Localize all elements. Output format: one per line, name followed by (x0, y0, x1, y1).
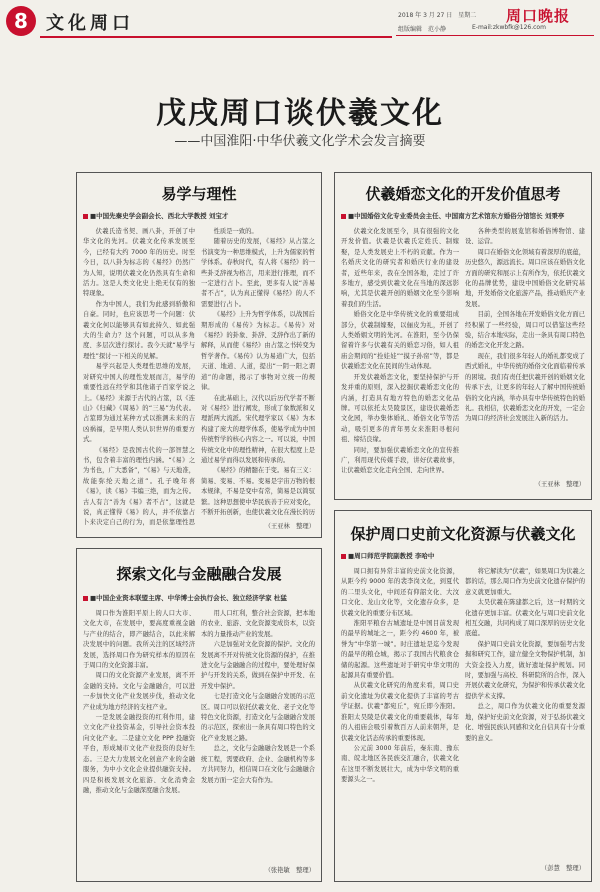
article-column-2: 各种类型的展览馆和婚俗博物馆、建设、运营。 周口在婚俗文化领域有着深厚的底蕴，历史悠久，源远流长。周口应该在婚俗文化方面的研究和展示上有所作为，依托伏羲文化的品牌优势，建设中国婚俗文化研究基地，开发婚俗文化旅游产品，推动婚庆产业发展。 目前，全国各地在开发婚俗文化方面已经积累了一些经验，周口可以借鉴这些经验，结合本地实际，走出一条具有周口特色的婚恋文化开发之路。 现在，我们很多年轻人的婚礼都变成了西式婚礼，中华传统的婚俗文化面临着传承的困境。我们有责任把伏羲开创的婚姻文化传承下去，让更多的年轻人了解中国传统婚俗的文化内涵，举办具有中华传统特色的婚礼。我相信，伏羲婚恋文化的开发，一定会为周口的经济社会发展注入新的活力。 (465, 228, 585, 423)
article-title: 伏羲婚恋文化的开发价值思考 (365, 185, 561, 203)
article-byline: ■中国先秦史学会副会长、西北大学教授 刘宝才 (83, 211, 315, 220)
section-title: 文化周口 (46, 13, 134, 34)
article-column-2: 用人口红利，整合社会资源，把本地的农业、旅游、文化资源变成资本，以资本的力量推动产业的发展。 六是加强对文化资源的保护。文化的发展离不开对传统文化资源的保护，在推进文化与金融融合的过程中，要处理好保护与开发的关系，做到在保护中开发、在开发中保护。 七是打造文化与金融融合发展的示范区。周口可以依托伏羲文化、老子文化等特色文化资源，打造文化与金融融合发展的示范区，探索出一条具有周口特色的文化产业发展之路。 总之，文化与金融融合发展是一个系统工程，需要政府、企业、金融机构等多方共同努力，相信周口在文化与金融融合发展方面一定会大有作为。 (201, 610, 315, 784)
article-byline: ■中国企业资本联盟主席、中华博士会执行会长、独立经济学家 杜猛 (83, 593, 315, 602)
layout-editor: 组版编辑 范小静 (398, 26, 447, 33)
issue-date: 2018 年 3 月 27 日 星期二 (398, 12, 477, 19)
article-title: 探索文化与金融融合发展 (116, 565, 282, 583)
article-column-1: 伏羲文化发展至今，具有很强的文化开发价值。伏羲是伏羲氏定姓氏、制嫁娶，是人类发展史上不朽的贡献。作为一名婚庆文化的研究者和婚庆行业的建设者，近些年来，我在全国各地，走过了许多地方，感受到伏羲文化在当地的深远影响，尤其是伏羲开创的婚姻文化至今影响着我们的生活。 婚俗文化是中华传统文化的重要组成部分，伏羲制嫁娶，以俪皮为礼，开创了人类婚姻文明的先河。在淮阳，至今仍保留着许多与伏羲有关的婚恋习俗，如人祖庙会期间的“拴娃娃”“摸子孙窑”等，都是伏羲婚恋文化在民间的生动体现。 开发伏羲婚恋文化，要坚持保护与开发并重的原则，深入挖掘伏羲婚恋文化的内涵，打造具有地方特色的婚恋文化品牌。可以依托太昊陵景区，建设伏羲婚恋文化园，举办集体婚礼、婚俗文化节等活动，吸引更多的青年男女来淮阳寻根问祖、缔结良缘。 同时，要加强伏羲婚恋文化的宣传推广，利用现代传媒手段，讲好伏羲故事，让伏羲婚恋文化走向全国、走向世界。 (341, 228, 459, 475)
page-title: 戊戌周口谈伏羲文化 (156, 96, 444, 131)
header-rule (40, 36, 392, 38)
article-byline: ■中国婚俗文化专业委员会主任、中国南方艺术馆东方婚俗分馆馆长 刘秉亭 (341, 211, 587, 220)
article-signature: （王亚林 整理） (534, 481, 585, 488)
article-column-1: 周口拥有异常丰富的史前文化资源，从距今约 9000 年的裴李岗文化，到夏代的二里头文化，中间还有仰韶文化、大汶口文化、龙山文化等，文化遗存众多，是伏羲文化的重要分布区域。 淮阳平粮台古城遗址是中国目前发现的最早的城址之一，距今约 4600 年，被誉为“中华第一城”。时庄遗址是迄今发现的最早的粮仓城，揭示了我国古代粮食仓储的起源。这些遗址对于研究中华文明的起源具有重要价值。 从伏羲文化研究的角度来看，周口史前文化遗址为伏羲文化提供了丰富的考古学证据。伏羲“都宛丘”，宛丘即今淮阳。淮阳太昊陵是伏羲文化的重要载体，每年的人祖庙会吸引着数百万人前来朝拜，是伏羲文化活态传承的重要体现。 公元前 3000 年前后，秦东南、豫东南、皖北地区各民族交汇融合，伏羲文化在这里不断发展壮大，成为中华文明的重要源头之一。 (341, 568, 459, 784)
article-byline: ■周口师范学院副教授 李哈中 (341, 551, 587, 560)
article-column-2: 将它解读为“伏羲”，如果周口为伏羲之都的话，那么周口作为史前文化遗存保护的意义就更加重大。 太昊伏羲在陈建都之后，这一时期的文化遗存更加丰富。伏羲文化与周口史前文化相互交融，共同构成了周口深厚的历史文化底蕴。 保护周口史前文化资源，要加强考古发掘和研究工作，建立健全文物保护机制，加大资金投入力度，做好遗址保护规划。同时，要加强与高校、科研院所的合作，深入开展伏羲文化研究，为保护和传承伏羲文化提供学术支撑。 总之，周口作为伏羲文化的重要发源地，保护好史前文化资源，对于弘扬伏羲文化、增强民族认同感和文化自信具有十分重要的意义。 (465, 568, 585, 742)
bullet-square-icon (83, 596, 88, 601)
article-baohu (334, 510, 592, 882)
article-yixue (76, 172, 322, 538)
bullet-square-icon (341, 554, 346, 559)
article-signature: （张艳敏 整理） (264, 867, 315, 874)
article-column-1: 周口作为淮阳平原上的人口大市、文化大市，在发展中，要高度重视金融与产业的结合，即产融结合，以此来解决发展中的问题。我所关注的区域经济发展，选择周口作为研究样本的原因在于周口的文化资源丰富。 周口的文化资源产业发展，离不开金融的支持。文化与金融融合，可以进一步加快文化产业发展步伐，推动文化产业成为地方经济的支柱产业。 一是发展金融投资的红利作用，建立文化产业投资基金，引导社会资本投向文化产业。二是建立文化 PPP 投融资平台，形成城市文化产业投资的良好生态。三是大力发展文化创意产业的金融服务，为中小文化企业提供融资支持。四是积极发展文化旅游、文化消费金融，推动文化与金融深度融合发展。 (83, 610, 195, 794)
article-title: 保护周口史前文化资源与伏羲文化 (350, 525, 576, 543)
article-title: 易学与理性 (161, 185, 237, 203)
article-hunlian (334, 172, 592, 500)
header-rule-right (396, 35, 594, 36)
article-signature: （彭慧 整理） (540, 865, 585, 872)
article-signature: （王亚林 整理） (264, 523, 315, 530)
article-jinrong (76, 548, 322, 882)
page-number-badge: 8 (6, 6, 36, 36)
article-column-1: 伏羲氏造书契、画八卦，开创了中华文化的先河。伏羲文化传承发展至今，已经有大约 7000 年的历史。时至今日，以八卦为标志的《易经》仍然广为人知，说明伏羲文化仍然具有生命和活力。这是人类文化史上绝无仅有的独特现象。 作为中国人，我们为此感到骄傲和自豪。同时，也应该思考一个问题：伏羲文化何以能够具有如此持久、如此强大的生命力？这个问题，可以从多角度、多层次进行探讨。我今天就“易学与理性”探讨一下相关的见解。 易学兴起是人类理性思维的发展，对研究中国人的理性发展而言，易学的重要性远在经学和其他诸子百家学说之上。《易经》来源于古代的占筮，以《连山》《归藏》《周易》的“三易”为代表。占筮即为通过某种方式以推测未来的吉凶祸福，是早期人类认识世界的重要方式。 《易经》是我国古代的一部智慧之书，包含着丰富的理性内涵。“《易》之为书也，广大悉备”，“《易》与天地准，故能弥纶天地之道”。孔子晚年喜《易》，读《易》韦编三绝，而为之传。古人有言“善为《易》者不占”，这就是说，真正懂得《易》的人，并不依靠占卜来决定自己的行为，而是依靠理性思 (83, 228, 195, 527)
page-subtitle: ——中国淮阳·中华伏羲文化学术会发言摘要 (174, 134, 426, 149)
newspaper-logo: 周口晚报 (506, 7, 571, 25)
bullet-square-icon (83, 214, 88, 219)
contact-email: E-mail:zkwbfk@126.com (472, 24, 546, 31)
article-column-2: 性质是一致的。 随着历史的发展，《易经》从占筮之书演变为一种思维模式，上升为儒家的哲学体系。春秋时代，有人将《易经》的一些卦爻辞视为格言，用来进行推理，而不一定进行占卜。至此，更多有人说“善易者不占”，认为真正懂得《易经》的人不需要进行占卜。 《易经》上升为哲学体系，以战国后期形成的《易传》为标志。《易传》对《易经》的卦象、卦辞、爻辞作出了新的解释，从而使《易经》由占筮之书转变为哲学著作。《易传》认为易道广大，包括天道、地道、人道，提出“一阴一阳之谓道”的命题，揭示了事物对立统一的规律。 在此基础上，汉代以后历代学者不断对《易经》进行阐发，形成了象数派和义理派两大流派。宋代理学家以《易》为本构建了庞大的理学体系，使易学成为中国传统哲学的核心内容之一。可以说，中国传统文化中的理性精神，在很大程度上是通过易学而得以发展和传承的。 《易经》的精髓在于变。易有三义：简易、变易、不易。变易是宇宙万物的根本规律，不易是变中有常，简易是以简驭繁。这种思想使中华民族善于应对变化，不断开拓创新，也使伏羲文化在漫长的历 (201, 228, 315, 516)
bullet-square-icon (341, 214, 346, 219)
